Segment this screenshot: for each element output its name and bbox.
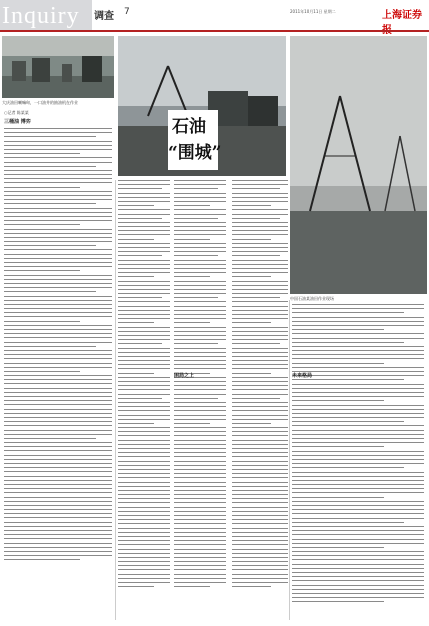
column-rule-1 [115, 180, 116, 620]
paper-title: 上海证券 [382, 10, 422, 21]
header-rule [0, 30, 429, 32]
subhead-3: 未来格局 [292, 373, 313, 379]
subhead-1: 三桶油 博弈 [4, 119, 31, 125]
body-column-2 [118, 180, 170, 590]
headline-line-2: “围城” [168, 143, 222, 163]
header-band [0, 0, 92, 30]
section-label: 调查 [94, 11, 114, 22]
oilfield-photo-left [2, 36, 114, 98]
dateline: 2011年10月11日 星期二 [290, 9, 336, 14]
page-number: 7 [124, 7, 130, 17]
brand-title: Inquiry [2, 3, 80, 29]
oilfield-photo-right [290, 36, 427, 294]
byline-1: ○记者 陈某某 [4, 110, 29, 115]
body-column-4 [232, 180, 288, 590]
column-rule-2 [289, 300, 290, 620]
body-column-5 [292, 304, 424, 606]
body-column-3 [174, 180, 226, 590]
photo-caption-right: 中国石油某油田作业现场 [290, 296, 334, 301]
headline-line-1: 石油 [172, 117, 206, 137]
subhead-2: 困局之上 [174, 373, 195, 379]
photo-caption-left: 大庆油田喇嘛甸，一口油井的抽油机在作业 [2, 100, 78, 105]
page-header [0, 0, 429, 30]
body-column-1 [4, 128, 112, 564]
